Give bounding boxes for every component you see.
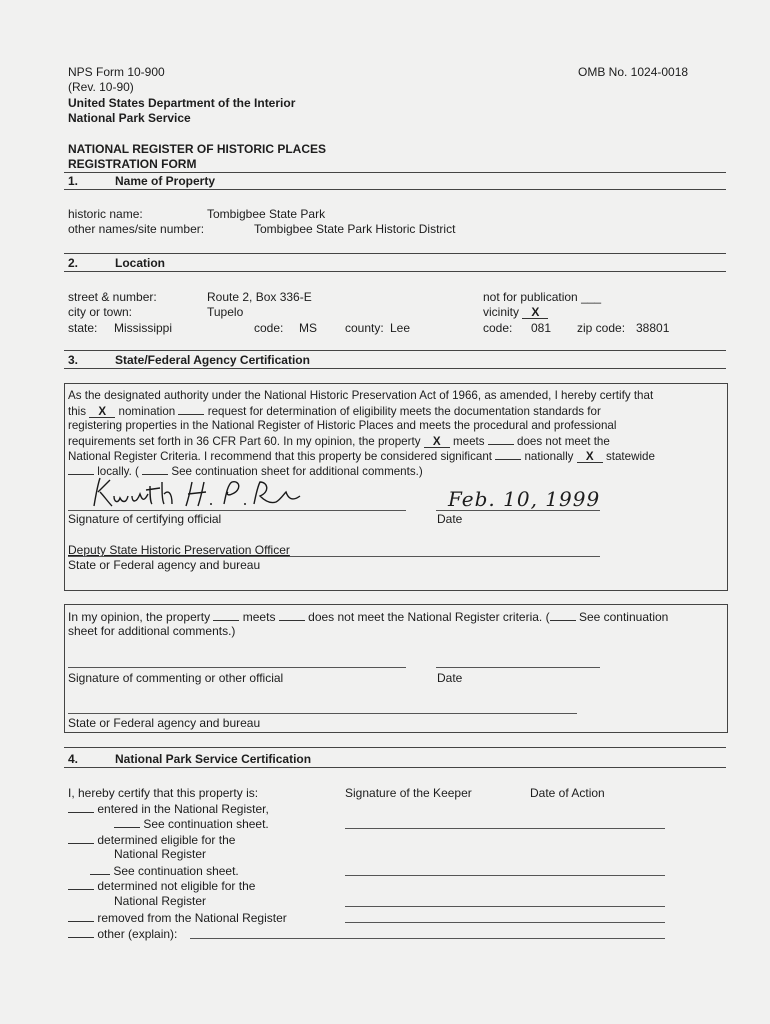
section2-title: Location	[115, 256, 165, 270]
comment-line-1a: In my opinion, the property	[68, 610, 211, 624]
keeper-line-4[interactable]	[345, 922, 665, 923]
nomination-mark[interactable]: X	[89, 406, 115, 418]
comment-signature-line	[68, 667, 406, 668]
keeper-signature-label: Signature of the Keeper	[345, 786, 472, 800]
other-label: other (explain):	[97, 927, 178, 941]
other-names-label: other names/site number:	[68, 222, 205, 236]
entered-continuation-label: See continuation sheet.	[143, 817, 269, 831]
section2-bottom-rule	[64, 271, 726, 272]
other-blank[interactable]	[68, 926, 94, 938]
comment-meets-blank[interactable]	[213, 609, 239, 621]
cert-line-5a: National Register Criteria. I recommend that this property be considered significant	[68, 450, 493, 463]
statewide-mark[interactable]: X	[577, 451, 603, 463]
form-revision: (Rev. 10-90)	[68, 80, 134, 94]
cert-line-2	[68, 403, 601, 419]
option-other[interactable]	[68, 926, 177, 942]
entered-label: entered in the National Register,	[97, 802, 269, 816]
date-label: Date	[437, 512, 463, 526]
official-title[interactable]: Deputy State Historic Preservation Officer	[68, 543, 290, 557]
vicinity-label: vicinity	[483, 305, 520, 319]
comment-agency-label: State or Federal agency and bureau	[68, 716, 261, 730]
form-title-line1: NATIONAL REGISTER OF HISTORIC PLACES	[68, 142, 327, 156]
comment-see-continuation: See continuation	[578, 610, 669, 624]
comment-agency-line	[68, 713, 577, 714]
comment-continuation-blank[interactable]	[550, 609, 576, 621]
section4-top-rule	[64, 747, 726, 748]
eligible-blank[interactable]	[68, 832, 94, 844]
keeper-intro: I, hereby certify that this property is:	[68, 786, 259, 800]
cert-line-3: registering properties in the National Register of Historic Places and meets the procedural and professional	[68, 419, 617, 432]
county-code-label: code:	[483, 321, 513, 335]
meets-mark[interactable]: X	[424, 436, 450, 448]
comment-date-line	[436, 667, 600, 668]
cert-see-continuation: See continuation sheet for additional comments.)	[171, 465, 423, 478]
historic-name-value[interactable]: Tombigbee State Park	[207, 207, 326, 221]
state-value[interactable]: Mississippi	[114, 321, 173, 335]
not-eligible-national-register: National Register	[114, 894, 207, 908]
official-title-line	[68, 556, 600, 557]
section1-top-rule	[64, 172, 726, 173]
vicinity-mark[interactable]: X	[522, 307, 548, 319]
city-label: city or town:	[68, 305, 133, 319]
state-code-label: code:	[254, 321, 284, 335]
vicinity-field[interactable]	[483, 305, 548, 320]
cert-line-1: As the designated authority under the National Historic Preservation Act of 1966, as amended, I hereby certify that	[68, 389, 654, 402]
form-title-line2: REGISTRATION FORM	[68, 157, 197, 171]
cert-line-4a: requirements set forth in 36 CFR Part 60. In my opinion, the property	[68, 435, 421, 448]
section1-bottom-rule	[64, 189, 726, 190]
agency-label: State or Federal agency and bureau	[68, 558, 261, 572]
cert-nomination: nomination	[118, 405, 176, 418]
cert-this: this	[68, 405, 87, 418]
section4-number: 4.	[68, 752, 79, 766]
state-code-value[interactable]: MS	[299, 321, 317, 335]
option-entered[interactable]	[68, 801, 269, 817]
section3-top-rule	[64, 350, 726, 351]
county-code-value[interactable]: 081	[531, 321, 552, 335]
zip-value[interactable]: 38801	[636, 321, 670, 335]
eligible-continuation-blank[interactable]	[90, 863, 110, 875]
not-eligible-blank[interactable]	[68, 878, 94, 890]
cert-not-meet: does not meet the	[517, 435, 610, 448]
entered-blank[interactable]	[68, 801, 94, 813]
comment-meets: meets	[242, 610, 276, 624]
cert-meets: meets	[452, 435, 485, 448]
option-removed[interactable]	[68, 910, 287, 926]
cert-locally: locally. (	[97, 465, 139, 478]
eligible-label: determined eligible for the	[97, 833, 236, 847]
comment-not-meet: does not meet the National Register criteria. (	[308, 610, 550, 624]
department-name: United States Department of the Interior	[68, 96, 296, 110]
cert-statewide: statewide	[605, 450, 655, 463]
form-number: NPS Form 10-900	[68, 65, 165, 79]
eligible-continuation-label: See continuation sheet.	[113, 864, 239, 878]
other-names-value[interactable]: Tombigbee State Park Historic District	[254, 222, 456, 236]
request-blank[interactable]	[178, 403, 204, 415]
option-eligible-continuation[interactable]	[90, 863, 239, 879]
street-value[interactable]: Route 2, Box 336-E	[207, 290, 312, 304]
eligible-national-register: National Register	[114, 847, 207, 861]
service-name: National Park Service	[68, 111, 191, 125]
comment-not-meet-blank[interactable]	[279, 609, 305, 621]
county-value[interactable]: Lee	[390, 321, 411, 335]
keeper-line-2[interactable]	[345, 875, 665, 876]
certification-date[interactable]: Feb. 10, 1999	[448, 487, 601, 511]
historic-name-label: historic name:	[68, 207, 143, 221]
option-eligible[interactable]	[68, 832, 235, 848]
section4-title: National Park Service Certification	[115, 752, 312, 766]
section1-number: 1.	[68, 174, 79, 188]
removed-blank[interactable]	[68, 910, 94, 922]
not-eligible-label: determined not eligible for the	[97, 879, 256, 893]
date-line	[436, 510, 600, 511]
cert-line-4	[68, 433, 610, 449]
section3-title: State/Federal Agency Certification	[115, 353, 310, 367]
comment-line-2: sheet for additional comments.)	[68, 624, 236, 638]
county-label: county:	[345, 321, 384, 335]
city-value[interactable]: Tupelo	[207, 305, 244, 319]
zip-label: zip code:	[577, 321, 626, 335]
section4-bottom-rule	[64, 767, 726, 768]
section2-top-rule	[64, 253, 726, 254]
cert-line-5	[68, 448, 655, 464]
other-explain-line[interactable]	[190, 938, 665, 939]
removed-label: removed from the National Register	[97, 911, 287, 925]
signature-line	[68, 510, 406, 511]
entered-continuation-blank[interactable]	[114, 816, 140, 828]
section1-title: Name of Property	[115, 174, 216, 188]
state-label: state:	[68, 321, 98, 335]
keeper-line-1[interactable]	[345, 828, 665, 829]
nationally-blank[interactable]	[495, 448, 521, 460]
cert-nationally: nationally	[524, 450, 574, 463]
option-entered-continuation[interactable]	[114, 816, 269, 832]
section3-number: 3.	[68, 353, 79, 367]
section2-number: 2.	[68, 256, 79, 270]
omb-number: OMB No. 1024-0018	[578, 65, 689, 79]
option-not-eligible[interactable]	[68, 878, 255, 894]
handwritten-signature	[88, 474, 308, 514]
comment-signature-label: Signature of commenting or other official	[68, 671, 284, 685]
signature-label: Signature of certifying official	[68, 512, 222, 526]
comment-date-label: Date	[437, 671, 463, 685]
comment-line-1	[68, 609, 668, 625]
section3-bottom-rule	[64, 368, 726, 369]
does-not-meet-blank[interactable]	[488, 433, 514, 445]
date-of-action-label: Date of Action	[530, 786, 605, 800]
street-label: street & number:	[68, 290, 157, 304]
keeper-line-3[interactable]	[345, 906, 665, 907]
cert-line-2-rest: request for determination of eligibility meets the documentation standards for	[207, 405, 601, 418]
not-for-publication[interactable]: not for publication ___	[483, 290, 602, 304]
